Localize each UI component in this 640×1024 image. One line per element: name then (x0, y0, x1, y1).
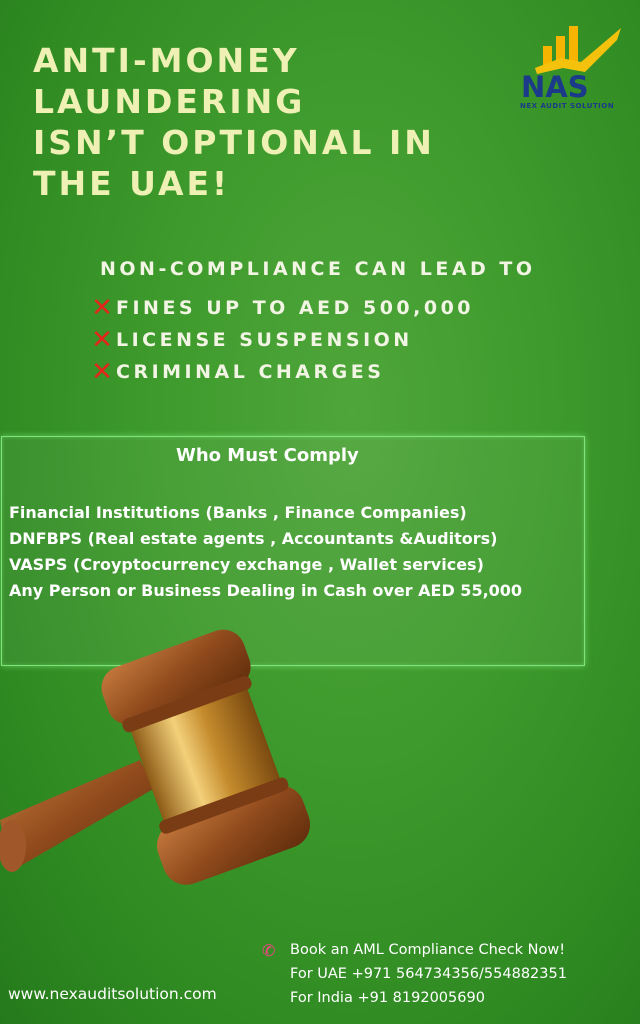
india-phone[interactable]: For India +91 8192005690 (290, 990, 485, 1006)
consequence-label: CRIMINAL CHARGES (116, 361, 385, 383)
list-item: Any Person or Business Dealing in Cash over AED 55,000 (9, 581, 523, 600)
comply-title: Who Must Comply (176, 445, 359, 466)
consequences-list (88, 292, 474, 388)
cta-headline: Book an AML Compliance Check Now! (290, 942, 566, 958)
list-item (88, 356, 474, 388)
list-item: Financial Institutions (Banks , Finance Companies) (9, 503, 467, 522)
cta-row (262, 938, 567, 962)
cta-row (262, 986, 567, 1010)
x-mark-icon: ✕ (91, 325, 113, 355)
logo-text: NAS (521, 70, 589, 104)
cta-row (262, 962, 567, 986)
uae-phone[interactable]: For UAE +971 564734356/554882351 (290, 966, 567, 982)
logo-subtitle: NEX AUDIT SOLUTION (520, 102, 615, 110)
list-item (88, 324, 474, 356)
list-item (88, 292, 474, 324)
list-item: VASPS (Croyptocurrency exchange , Wallet services) (9, 555, 484, 574)
list-item: DNFBPS (Real estate agents , Accountants &Auditors) (9, 529, 498, 548)
consequences-title: NON-COMPLIANCE CAN LEAD TO (100, 258, 536, 280)
consequence-label: FINES UP TO AED 500,000 (116, 297, 475, 319)
headline (33, 40, 503, 204)
headline-line: LAUNDERING (33, 82, 306, 121)
x-mark-icon: ✕ (91, 357, 113, 387)
call-to-action (262, 938, 567, 1010)
gavel-icon (0, 610, 360, 910)
website-link[interactable]: www.nexauditsolution.com (8, 985, 217, 1003)
comply-list (9, 500, 522, 604)
headline-line: THE UAE! (33, 164, 231, 203)
headline-line: ANTI-MONEY (33, 41, 300, 80)
consequence-label: LICENSE SUSPENSION (116, 329, 413, 351)
phone-icon: ✆ (262, 940, 276, 960)
headline-line: ISN’T OPTIONAL IN (33, 123, 435, 162)
x-mark-icon: ✕ (91, 293, 113, 323)
